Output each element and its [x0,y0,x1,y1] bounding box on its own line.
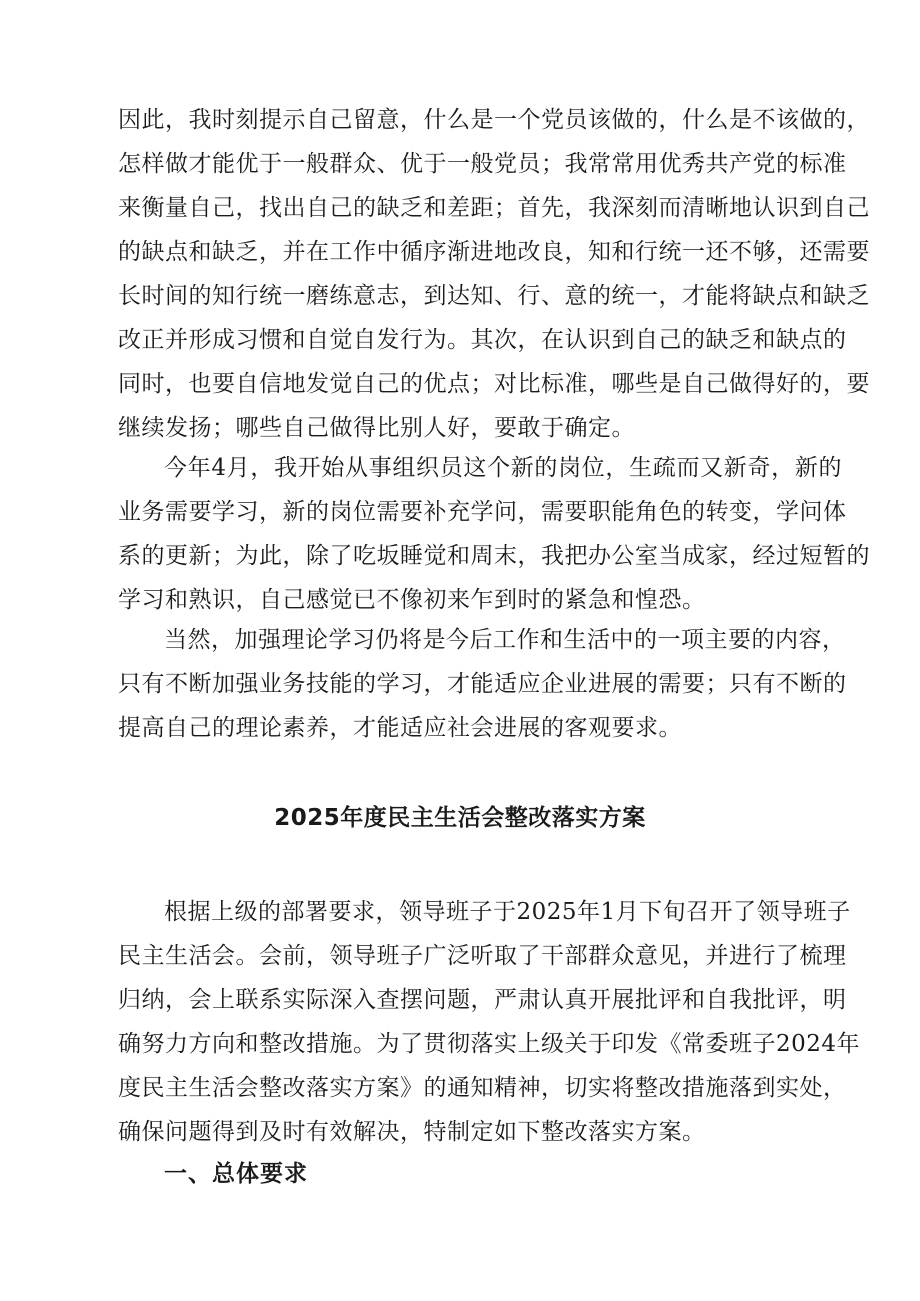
text-line: 继续发扬；哪些自己做得比别人好，要敢于确定。 [118,415,635,441]
text-line: 的缺点和缺乏，并在工作中循序渐进地改良，知和行统一还不够，还需要 [118,239,870,265]
paragraph-new-position [118,446,870,622]
text-line: 同时，也要自信地发觉自己的优点；对比标准，哪些是自己做得好的，要 [118,371,870,397]
text-line: 只有不断加强业务技能的学习，才能适应企业进展的需要；只有不断的 [118,671,847,697]
text-line: 确保问题得到及时有效解决，特制定如下整改落实方案。 [118,1119,706,1145]
text-line: 来衡量自己，找出自己的缺乏和差距；首先，我深刻而清晰地认识到自己 [118,195,870,221]
text-line: 度民主生活会整改落实方案》的通知精神，切实将整改措施落到实处， [118,1075,847,1101]
text-line: 长时间的知行统一磨练意志，到达知、行、意的统一，才能将缺点和缺乏 [118,283,870,309]
text-line: 提高自己的理论素养，才能适应社会进展的客观要求。 [118,715,682,741]
text-line: 确努力方向和整改措施。为了贯彻落实上级关于印发《常委班子2024年 [118,1031,861,1057]
paragraph-theory-study [118,618,847,750]
text-line: 民主生活会。会前，领导班子广泛听取了干部群众意见，并进行了梳理 [118,943,847,969]
text-line: 归纳，会上联系实际深入查摆问题，严肃认真开展批评和自我批评，明 [118,987,847,1013]
text-line: 改正并形成习惯和自觉自发行为。其次，在认识到自己的缺乏和缺点的 [118,327,847,353]
text-line: 今年4月，我开始从事组织员这个新的岗位，生疏而又新奇，新的 [164,455,842,481]
section-heading: 一、总体要求 [164,1161,308,1187]
text-line: 怎样做才能优于一般群众、优于一般党员；我常常用优秀共产党的标准 [118,151,847,177]
text-line: 业务需要学习，新的岗位需要补充学问，需要职能角色的转变，学问体 [118,499,847,525]
document-title: 2025年度民主生活会整改落实方案 [274,805,646,831]
text-line: 学习和熟识，自己感觉已不像初来乍到时的紧急和惶恐。 [118,587,706,613]
paragraph-rectification-intro [118,890,861,1154]
text-line: 因此，我时刻提示自己留意，什么是一个党员该做的，什么是不该做的， [118,107,870,133]
paragraph-self-reflection [118,98,870,450]
text-line: 根据上级的部署要求，领导班子于2025年1月下旬召开了领导班子 [164,899,851,925]
text-line: 当然，加强理论学习仍将是今后工作和生活中的一项主要的内容， [164,627,846,653]
text-line: 系的更新；为此，除了吃坂睡觉和周末，我把办公室当成家，经过短暂的 [118,543,870,569]
